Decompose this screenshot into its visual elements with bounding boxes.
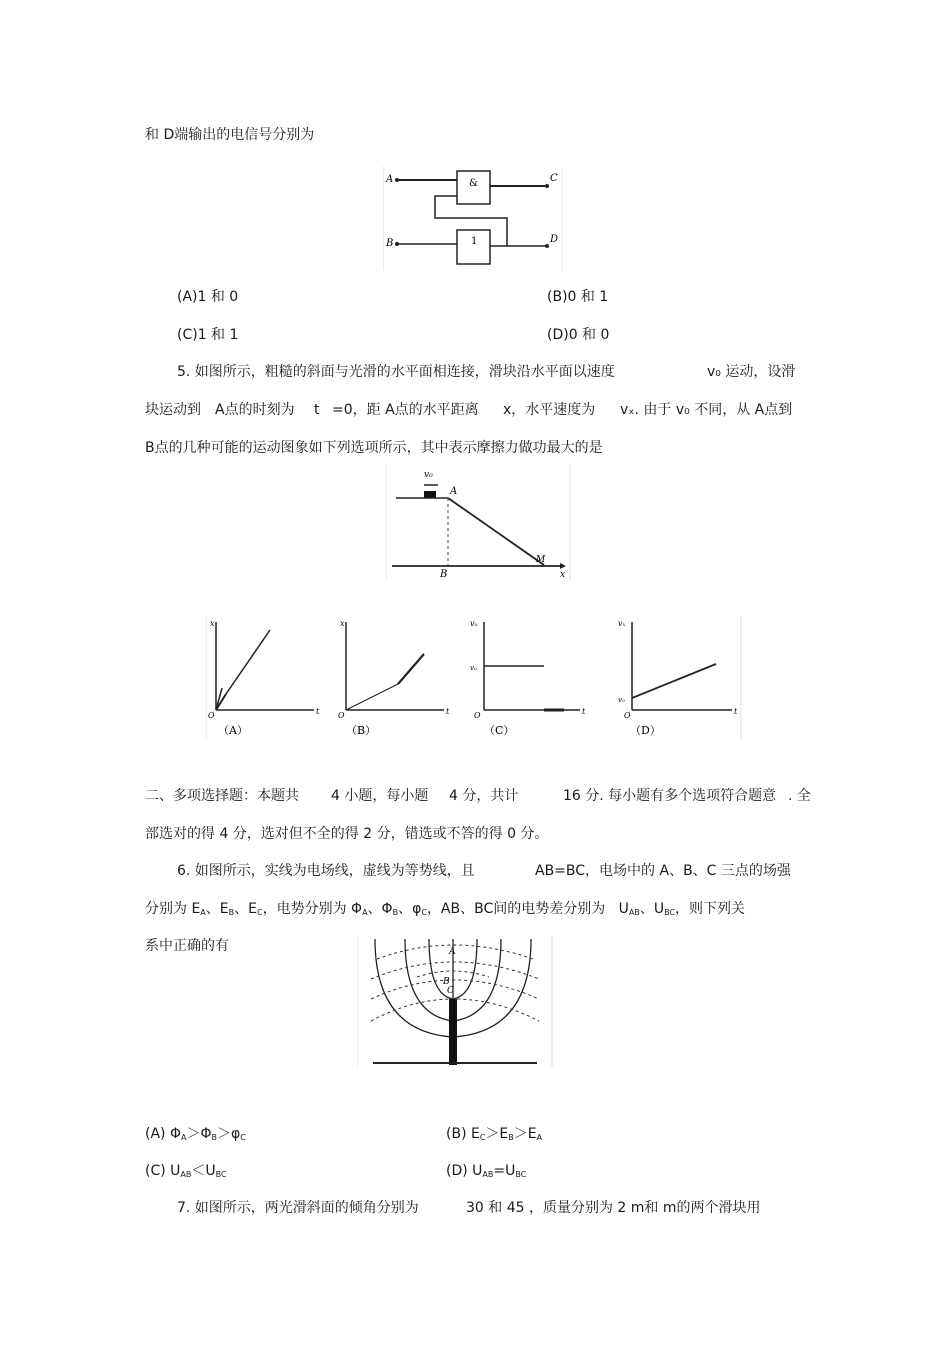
q6-option-c: (C) $U_{AB}<U_{BC}$ bbox=[145, 1163, 227, 1179]
q7-line-a: 7. 如图所示，两光滑斜面的倾角分别为 bbox=[177, 1200, 419, 1216]
graph-b-ylabel: x bbox=[340, 619, 345, 628]
section2-line1-d: 16 分. 每小题有多个选项符合题意 bbox=[563, 788, 777, 804]
section2-line1-b: 4 小题，每小题 bbox=[331, 788, 429, 804]
circuit-label-a: A bbox=[386, 174, 394, 185]
circuit-label-b: B bbox=[386, 238, 394, 249]
graph-b-option: （B） bbox=[346, 724, 377, 737]
q4-option-c: (C)1 和 1 bbox=[177, 327, 239, 343]
graph-d-xlabel: t bbox=[734, 707, 738, 716]
electric-field-figure bbox=[357, 937, 553, 1067]
v0-label: v₀ bbox=[424, 470, 433, 480]
graph-c-level: v₀ bbox=[470, 664, 477, 672]
q5-line3: B点的几种可能的运动图象如下列选项所示，其中表示摩擦力做功最大的是 bbox=[145, 440, 603, 456]
q6-line1-b: AB=BC，电场中的 A、B、C 三点的场强 bbox=[535, 863, 791, 879]
incline-label-b: B bbox=[440, 569, 448, 580]
intro-line: 和 D端输出的电信号分别为 bbox=[145, 127, 315, 143]
q6-line2: 分别为 $E_A$、$E_B$、$E_C$，电势分别为 $\Phi_A$、$\Phi_B$、$\varphi_C$，AB、BC间的电势差分别为 $U_{AB}$、$U_{BC}$，则下列关 bbox=[145, 901, 746, 917]
graph-c-origin: O bbox=[474, 711, 481, 720]
not-gate-symbol: 1 bbox=[471, 236, 478, 247]
q6-line3: 系中正确的有 bbox=[145, 938, 229, 954]
graph-a-option: （A） bbox=[218, 724, 248, 737]
and-gate-symbol: & bbox=[469, 178, 478, 189]
section2-line1-a: 二、多项选择题：本题共 bbox=[145, 788, 299, 804]
incline-figure bbox=[386, 464, 571, 580]
logic-circuit-figure bbox=[383, 166, 563, 270]
circuit-label-c: C bbox=[550, 173, 558, 184]
graph-c-option: （C） bbox=[484, 724, 515, 737]
field-label-a: A bbox=[449, 947, 456, 957]
q5-line2-c: t bbox=[314, 402, 320, 418]
q5-line1-b: v₀ 运动，设滑 bbox=[707, 364, 796, 380]
q6-option-b: (B) $E_C>E_B>E_A$ bbox=[446, 1126, 543, 1142]
section2-line2: 部选对的得 4 分，选对但不全的得 2 分，错选或不答的得 0 分。 bbox=[145, 826, 549, 842]
q5-line1-a: 5. 如图所示，粗糙的斜面与光滑的水平面相连接，滑块沿水平面以速度 bbox=[177, 364, 615, 380]
graph-c bbox=[470, 619, 586, 737]
motion-graphs-figure bbox=[206, 616, 742, 740]
graph-b-xlabel: t bbox=[446, 707, 450, 716]
graph-c-xlabel: t bbox=[582, 707, 586, 716]
slider-block bbox=[424, 491, 436, 498]
q5-line2-b: A点的时刻为 bbox=[215, 402, 295, 418]
q4-option-b: (B)0 和 1 bbox=[547, 289, 609, 305]
graph-b-origin: O bbox=[338, 711, 345, 720]
graph-a-ylabel: x bbox=[210, 619, 215, 628]
q7-line-b: 30 和 45 ，质量分别为 2 m和 m的两个滑块用 bbox=[466, 1200, 761, 1216]
q6-option-d: (D) $U_{AB}=U_{BC}$ bbox=[446, 1163, 527, 1179]
q5-line2-e: x，水平速度为 bbox=[503, 402, 596, 418]
q5-line2-a: 块运动到 bbox=[145, 402, 201, 418]
q5-line2-d: =0，距 A点的水平距离 bbox=[332, 402, 479, 418]
graph-b bbox=[338, 619, 450, 737]
field-label-b: B bbox=[443, 977, 450, 987]
graph-d bbox=[618, 619, 738, 737]
charged-rod bbox=[449, 999, 457, 1065]
incline-axis-x: x bbox=[560, 570, 566, 580]
graph-d-ylabel: vₓ bbox=[618, 619, 626, 628]
section2-line1-e: . 全 bbox=[788, 788, 811, 804]
q4-option-d: (D)0 和 0 bbox=[547, 327, 610, 343]
incline-label-a: A bbox=[450, 486, 458, 497]
field-label-c: C bbox=[447, 986, 454, 996]
section2-line1-c: 4 分，共计 bbox=[449, 788, 519, 804]
graph-a bbox=[208, 619, 320, 737]
graph-c-ylabel: vₓ bbox=[470, 619, 478, 628]
graph-a-xlabel: t bbox=[316, 707, 320, 716]
q6-option-a: (A) $\Phi_A>\Phi_B>\varphi_C$ bbox=[145, 1126, 246, 1142]
incline-label-m: M bbox=[536, 555, 546, 565]
circuit-label-d: D bbox=[550, 234, 559, 245]
q4-option-a: (A)1 和 0 bbox=[177, 289, 239, 305]
graph-d-option: （D） bbox=[630, 724, 661, 737]
q6-line1-a: 6. 如图所示，实线为电场线，虚线为等势线，且 bbox=[177, 863, 475, 879]
graph-a-origin: O bbox=[208, 711, 215, 720]
graph-d-origin: O bbox=[624, 711, 631, 720]
graph-d-level: v₀ bbox=[618, 696, 625, 704]
q5-line2-f: vₓ. 由于 v₀ 不同，从 A点到 bbox=[620, 402, 793, 418]
